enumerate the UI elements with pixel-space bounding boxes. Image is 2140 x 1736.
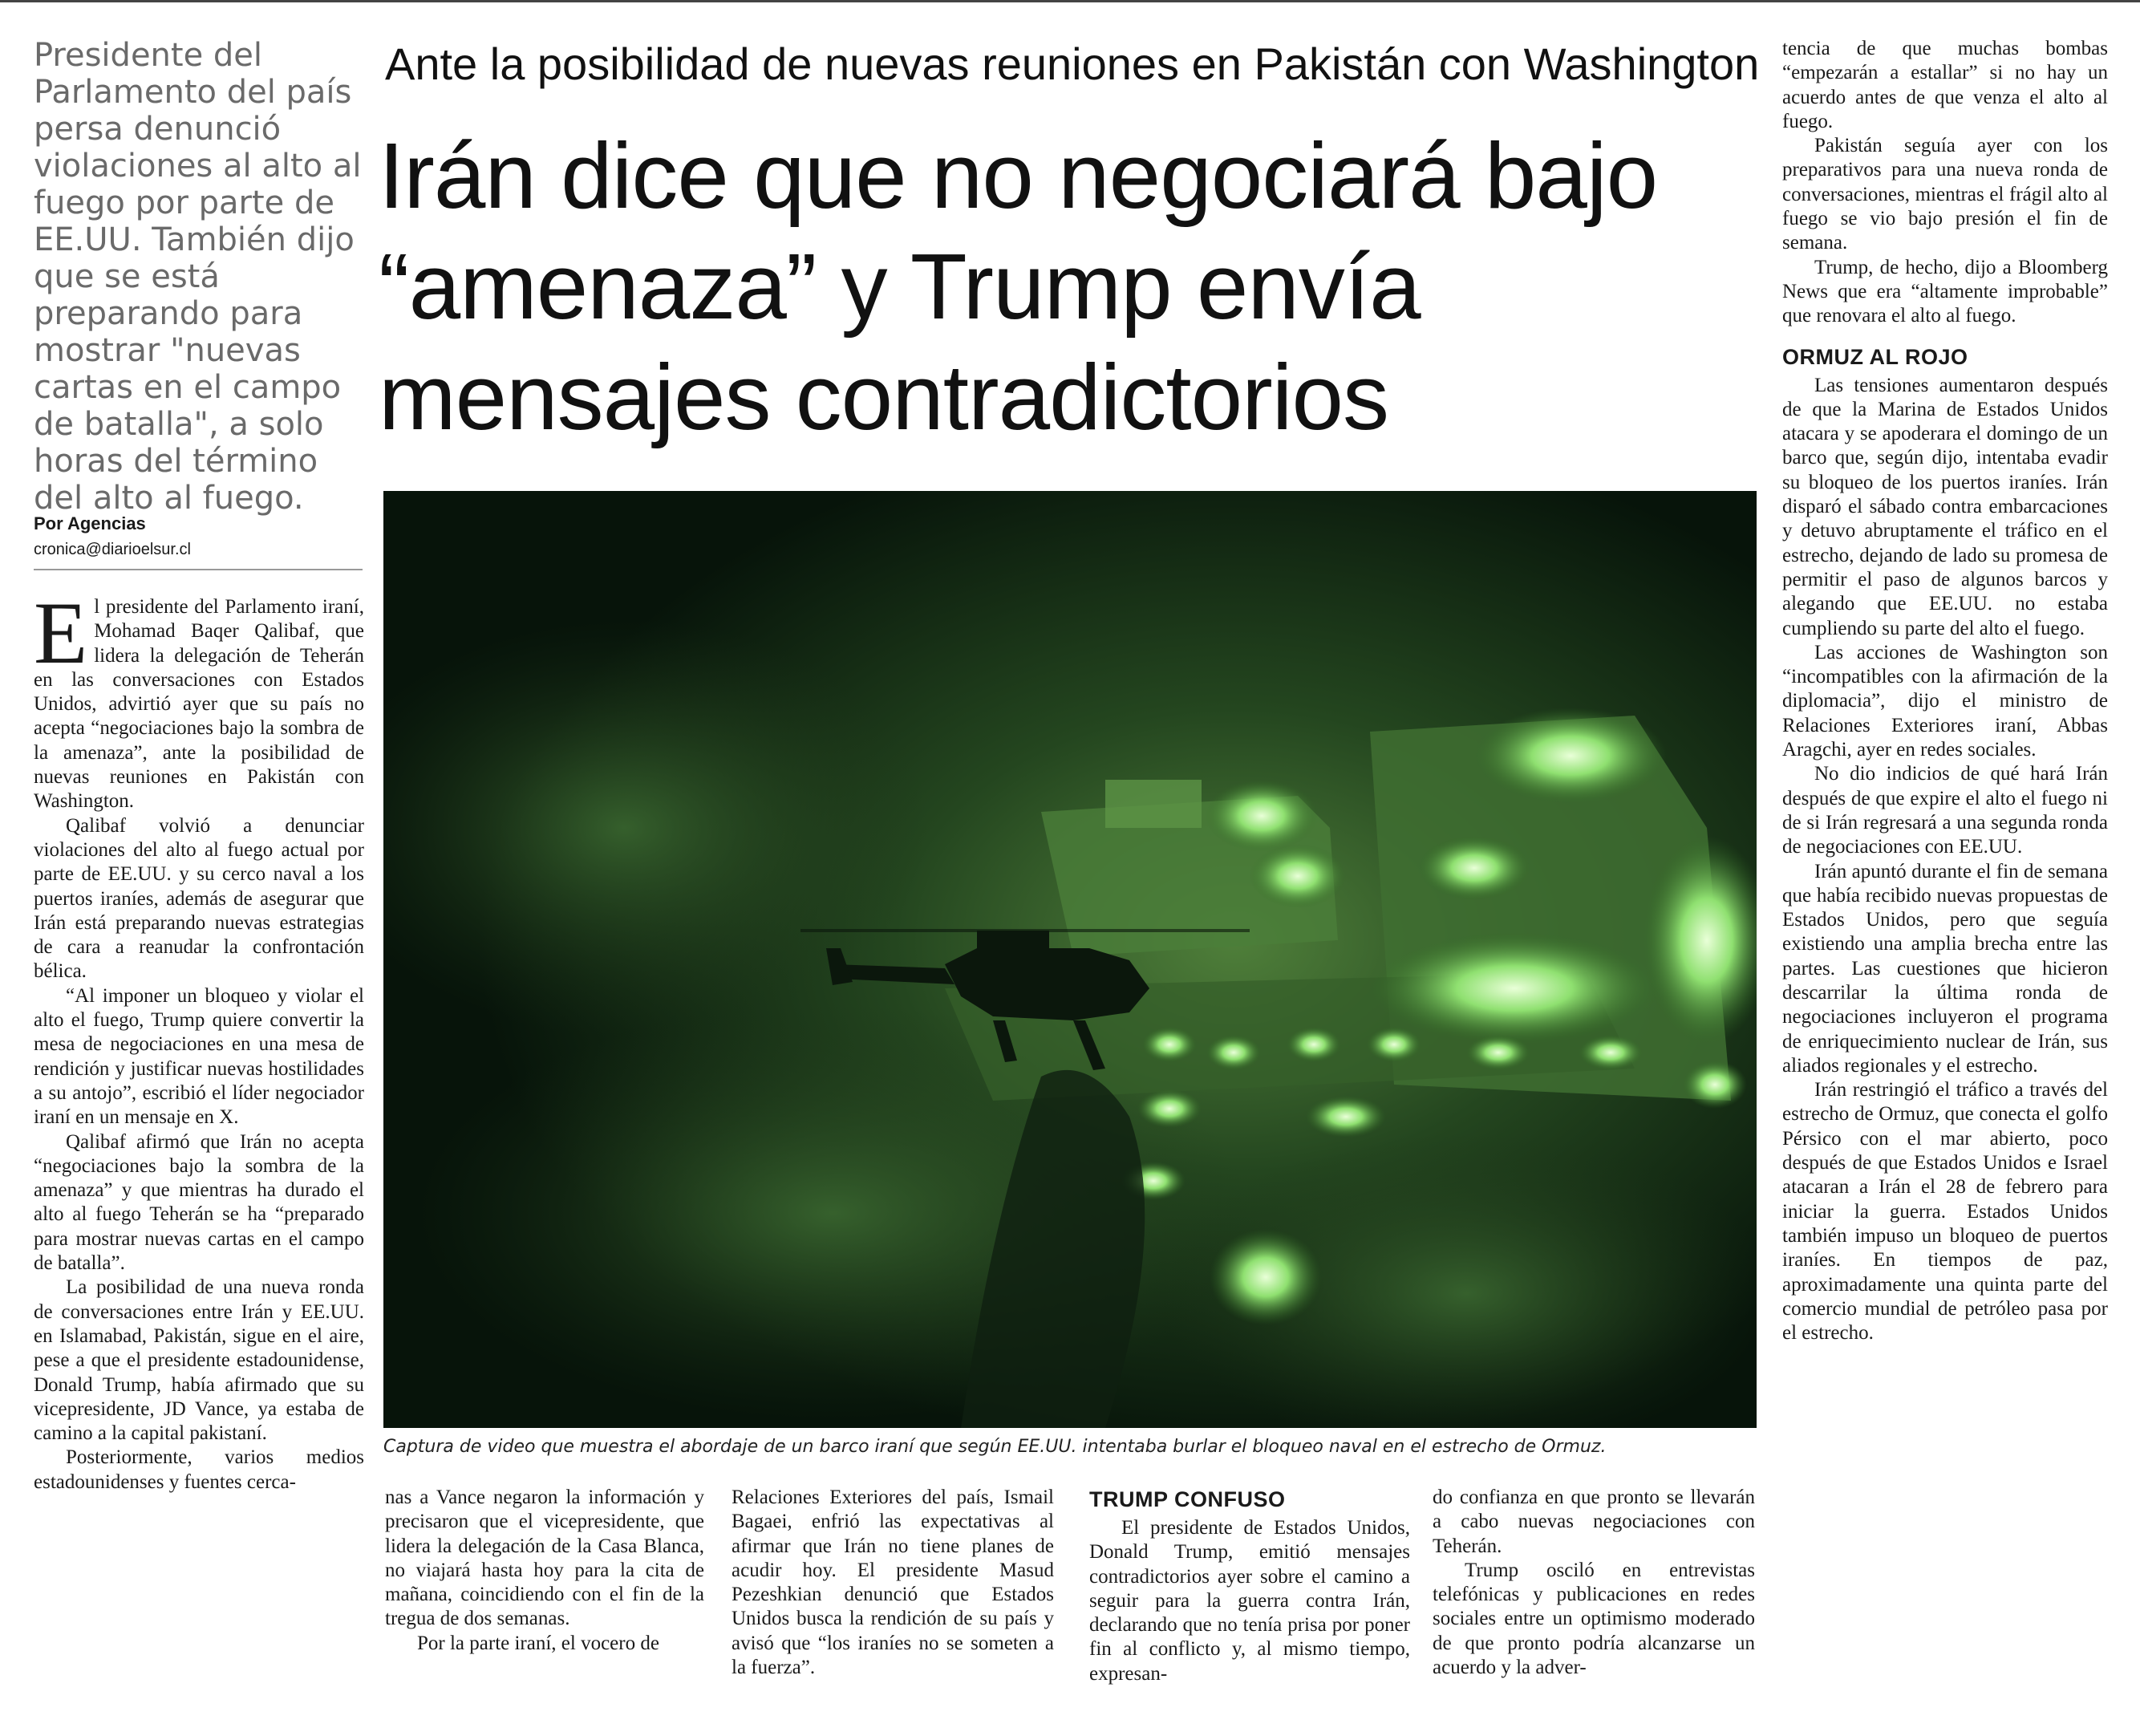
night-vision-photo: [383, 491, 1757, 1428]
paragraph: Irán restringió el tráfico a través del estrecho de Ormuz, que conecta el golfo Pérsico con el mar abierto, poco después de que Estados Unidos e Israel atacaran a Irán el 28 de febrero para iniciar la guerra. Estados Unidos también impuso un bloqueo de puertos iraníes. En tiempos de paz, aproximadamente una quinta parte del comercio mundial de petróleo pasa por el estrecho.: [1782, 1079, 2108, 1345]
drop-cap: E: [34, 584, 88, 682]
byline-author: Por Agencias: [34, 513, 146, 533]
paragraph: El presidente del Parlamento iraní, Mohamad Baqer Qalibaf, que lidera la delegación de Teherán en las conversaciones con Estados Unidos, advirtió ayer que su país no acepta “negociaciones bajo la sombra de la amenaza”, ante la posibilidad de nuevas reuniones en Pakistán con Washington.: [34, 584, 364, 813]
kicker: Ante la posibilidad de nuevas reuniones en Pakistán con Washington: [385, 39, 1760, 89]
paragraph: La posibilidad de una nueva ronda de conversaciones entre Irán y EE.UU. en Islamabad, Pakistán, sigue en el aire, pese a que el presidente estadounidense, Donald Trump, había afirmado que su vicepresidente, JD Vance, ya estaba de camino a la capital pakistaní.: [34, 1276, 364, 1445]
byline-divider: [34, 569, 363, 570]
paragraph: Pakistán seguía ayer con los preparativos para una nueva ronda de conversaciones, mientras el frágil alto al fuego se vio bajo presión el fin de semana.: [1782, 135, 2108, 254]
photo-caption: Captura de video que muestra el abordaje de un barco iraní que según EE.UU. intentaba burlar el bloqueo naval en el estrecho de Ormuz.: [383, 1437, 1607, 1457]
bottom-column-4: [1433, 1486, 1755, 1680]
byline-email: cronica@diarioelsur.cl: [34, 541, 191, 558]
paragraph: nas a Vance negaron la información y precisaron que el vicepresidente, que lidera la delegación de la Casa Blanca, no viajará hasta hoy para la cita de mañana, coincidiendo con el fin de la tregua de dos semanas.: [385, 1487, 704, 1630]
paragraph: do confianza en que pronto se llevarán a cabo nuevas negociaciones con Teherán.: [1433, 1487, 1755, 1557]
headline-line-2: “amenaza” y Trump envía: [379, 234, 1421, 339]
paragraph: Irán apuntó durante el fin de semana que había recibido nuevas propuestas de Estados Unidos, pero que seguía existiendo una amplia brecha entre las partes. Las cuestiones que hicieron descarrilar la última ronda de negociaciones incluyeron el programa de enriquecimiento nuclear de Irán, sus aliados regionales y el estrecho.: [1782, 860, 2108, 1077]
paragraph: Trump, de hecho, dijo a Bloomberg News que era “altamente improbable” que renovara el alto al fuego.: [1782, 256, 2108, 327]
article-summary: Presidente del Parlamento del país persa denunció violaciones al alto al fuego por parte de EE.UU. También dijo que se está preparando para mostrar "nuevas cartas en el campo de batalla", a solo horas del término del alto al fuego.: [34, 37, 362, 517]
bottom-column-3: [1089, 1486, 1410, 1686]
paragraph: Qalibaf afirmó que Irán no acepta “negociaciones bajo la sombra de la amenaza” y que mientras ha durado el alto al fuego Teherán se ha “preparado para mostrar nuevas cartas en el campo de batalla”.: [34, 1130, 364, 1275]
paragraph: No dio indicios de qué hará Irán después de que expire el alto el fuego ni de si Irán regresará a una segunda ronda de negociaciones con EE.UU.: [1782, 763, 2108, 858]
paragraph: Trump osciló en entrevistas telefónicas y publicaciones en redes sociales entre un optimismo moderado de que pronto podría alcanzarse un acuerdo y la adver-: [1433, 1559, 1755, 1679]
subheading-trump-confuso: TRUMP CONFUSO: [1089, 1487, 1286, 1511]
top-rule: [0, 0, 2140, 2]
paragraph: tencia de que muchas bombas “empezarán a estallar” si no hay un acuerdo antes de que venza el alto al fuego.: [1782, 38, 2108, 132]
paragraph: Relaciones Exteriores del país, Ismail Bagaei, enfrió las expectativas al afirmar que Irán no tiene planes de acudir hoy. El presidente Masud Pezeshkian denunció que Estados Unidos busca la rendición de su país y avisó que “los iraníes no se someten a la fuerza”.: [732, 1487, 1054, 1679]
paragraph: Las acciones de Washington son “incompatibles con la afirmación de la diplomacia”, dijo el ministro de Relaciones Exteriores iraní, Abbas Aragchi, ayer en redes sociales.: [1782, 641, 2108, 761]
headline: [379, 120, 1782, 452]
paragraph: Qalibaf volvió a denunciar violaciones del alto al fuego actual por parte de EE.UU. y su cerco naval a los puertos iraníes, además de asegurar que Irán está preparando nuevas estrategias de cara a reanudar la confrontación bélica.: [34, 814, 364, 983]
paragraph: El presidente de Estados Unidos, Donald Trump, emitió mensajes contradictorios ayer sobre el camino a seguir para la guerra contra Irán, declarando que no tenía prisa por poner fin al conflicto y, al mismo tiempo, expresan-: [1089, 1517, 1410, 1685]
paragraph: Posteriormente, varios medios estadounidenses y fuentes cerca-: [34, 1446, 364, 1493]
paragraph: “Al imponer un bloqueo y violar el alto el fuego, Trump quiere convertir la mesa de negociaciones en una mesa de rendición y justificar nuevas hostilidades a su antojo”, escribió el líder negociador iraní en un mensaje en X.: [34, 984, 364, 1129]
paragraph: Las tensiones aumentaron después de que la Marina de Estados Unidos atacara y se apoderara el domingo de un barco que, según dijo, intentaba evadir su bloqueo de los puertos iraníes. Irán disparó el sábado contra embarcaciones y detuvo abruptamente el tráfico en el estrecho, dejando de lado su promesa de permitir el paso de algunos barcos y alegando que EE.UU. no estaba cumpliendo su parte del alto el fuego.: [1782, 374, 2108, 639]
headline-line-3: mensajes contradictorios: [379, 345, 1389, 449]
helicopter-night-vision-photo: [383, 491, 1757, 1428]
bottom-column-2: [732, 1486, 1054, 1680]
right-column: [1782, 37, 2108, 1345]
left-column: [34, 584, 364, 1495]
subheading-ormuz-al-rojo: ORMUZ AL ROJO: [1782, 344, 1968, 369]
bottom-column-1: [385, 1486, 704, 1656]
paragraph: Por la parte iraní, el vocero de: [417, 1632, 659, 1654]
headline-line-1: Irán dice que no negociará bajo: [379, 124, 1658, 228]
byline: [34, 513, 363, 570]
